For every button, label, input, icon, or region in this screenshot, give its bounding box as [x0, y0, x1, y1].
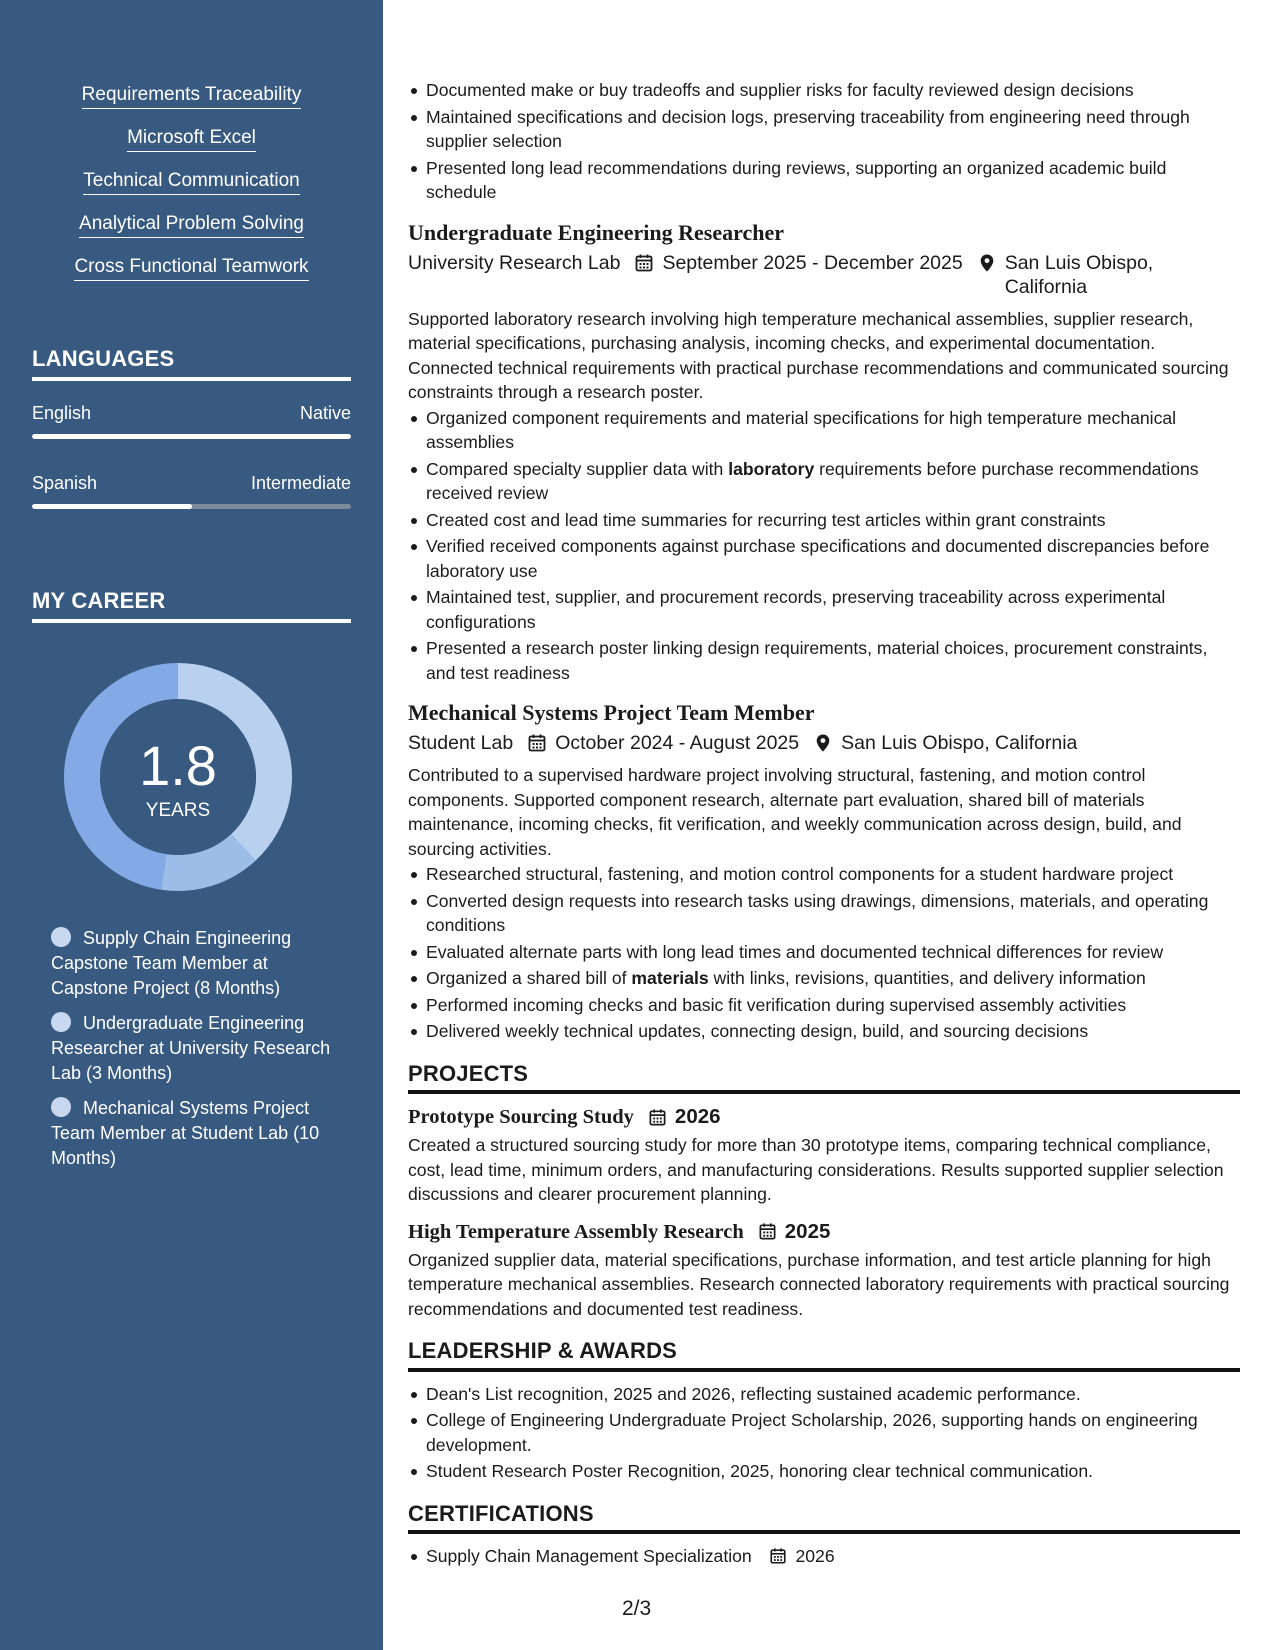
bullet-text: with links, revisions, quantities, and delivery information: [708, 968, 1146, 988]
skill-link[interactable]: Microsoft Excel: [127, 127, 256, 152]
career-item: [51, 1096, 341, 1171]
language-row: [32, 403, 351, 424]
job-summary: Supported laboratory research involving high temperature mechanical assemblies, supplier research, material specifications, purchasing analysis, incoming checks, and experimental documentation. Connected technical requirements with practical purchase recommendations and communicated sourcing constraints through a research poster.: [408, 308, 1229, 402]
calendar-icon: [758, 1222, 777, 1241]
languages-heading: LANGUAGES: [32, 346, 351, 381]
job-dates: October 2024 - August 2025: [555, 732, 800, 754]
language-row: [32, 473, 351, 494]
job-bullets: [408, 862, 1240, 1044]
career-dot-icon: [51, 1012, 71, 1032]
career-total-unit: YEARS: [145, 800, 211, 821]
project-description: Created a structured sourcing study for more than 30 prototype items, comparing technical compliance, cost, lead time, minimum orders, and manufacturing considerations. Results supported supplier selection discussions and clearer procurement planning.: [408, 1135, 1224, 1204]
bullet-text: Evaluated alternate parts with long lead times and documented technical differences for review: [426, 941, 1164, 962]
job-dates: September 2025 - December 2025: [662, 251, 963, 274]
award-item: Student Research Poster Recognition, 2025, honoring clear technical communication.: [408, 1459, 1240, 1484]
career-item: [51, 926, 341, 1001]
career-dot-icon: [51, 927, 71, 947]
calendar-icon: [527, 733, 547, 753]
bullet-text: Converted design requests into research tasks using drawings, dimensions, materials, and operating conditions: [426, 890, 1209, 935]
calendar-icon: [769, 1547, 787, 1565]
language-level: Native: [299, 403, 351, 423]
project-title: High Temperature Assembly Research: [408, 1220, 744, 1243]
bullet-text: Researched structural, fastening, and motion control components for a student hardware project: [426, 864, 1174, 884]
job-location: San Luis Obispo, California: [841, 732, 1078, 754]
bullet-item: [408, 1019, 1240, 1044]
bullet-text: Compared specialty supplier data with: [426, 458, 729, 479]
bullet-item: Documented make or buy tradeoffs and supplier risks for faculty reviewed design decisions: [408, 78, 1240, 103]
language-proficiency-bar: [32, 504, 351, 509]
bullet-text: Verified received components against purchase specifications and documented discrepancies before laboratory use: [426, 536, 1210, 581]
bullet-text: Organized component requirements and material specifications for high temperature mechanical assemblies: [426, 407, 1177, 452]
career-dot-icon: [51, 1097, 71, 1117]
sidebar: [0, 0, 383, 1650]
skill-link[interactable]: Cross Functional Teamwork: [74, 256, 308, 281]
bullet-item: [408, 889, 1240, 938]
career-list: [51, 926, 341, 1181]
award-item: College of Engineering Undergraduate Project Scholarship, 2026, supporting hands on engineering development.: [408, 1408, 1240, 1457]
bullet-item: [408, 862, 1240, 887]
previous-job-bullets: [408, 78, 1240, 205]
language-proficiency-bar: [32, 434, 351, 439]
award-item: Dean's List recognition, 2025 and 2026, reflecting sustained academic performance.: [408, 1382, 1240, 1407]
bullet-item: [408, 534, 1240, 583]
job-title: Undergraduate Engineering Researcher: [408, 219, 784, 245]
bullet-item: [408, 508, 1240, 533]
project-title-row: [408, 1104, 1240, 1130]
career-heading: MY CAREER: [32, 588, 351, 623]
bullet-item: [408, 940, 1240, 965]
skill-link[interactable]: Analytical Problem Solving: [79, 213, 304, 238]
bullet-text: requirements before purchase recommendations received review: [426, 458, 1199, 503]
location-pin-icon: [977, 253, 997, 273]
job-meta: [408, 731, 1240, 755]
project-entry: [408, 1219, 1240, 1322]
career-item: [51, 1011, 341, 1086]
bullet-item: [408, 585, 1240, 634]
project-year: 2025: [784, 1219, 831, 1243]
experience-entry: [408, 699, 1240, 1044]
bullet-text: Created cost and lead time summaries for recurring test articles within grant constraints: [426, 509, 1106, 530]
bullet-item: [408, 966, 1240, 991]
project-title: Prototype Sourcing Study: [408, 1106, 634, 1128]
bullet-item: [408, 993, 1240, 1018]
bullet-item: [408, 457, 1240, 506]
project-entry: [408, 1104, 1240, 1207]
bullet-item: Maintained specifications and decision logs, preserving traceability from engineering need through supplier selection: [408, 105, 1240, 154]
awards-list: [408, 1382, 1240, 1484]
certification-item: [408, 1544, 1240, 1569]
calendar-icon: [648, 1108, 667, 1127]
job-location: San Luis Obispo, California: [1004, 251, 1154, 298]
skills-list: [0, 84, 383, 299]
projects-heading: PROJECTS: [408, 1062, 1240, 1095]
main-content: [408, 78, 1240, 1571]
language-name: Spanish: [32, 473, 98, 493]
bullet-item: [408, 636, 1240, 685]
bullet-bold-text: materials: [631, 968, 709, 988]
project-description: Organized supplier data, material specifications, purchase information, and test article planning for high temperature mechanical assemblies. Research connected laboratory requirements with practical sourcing recommendations and documented test readiness.: [408, 1249, 1230, 1319]
bullet-item: [408, 406, 1240, 455]
career-total-value: 1.8: [139, 734, 217, 797]
skill-link[interactable]: Requirements Traceability: [82, 84, 302, 109]
job-organization: Student Lab: [408, 732, 514, 754]
job-bullets: [408, 406, 1240, 686]
job-organization: University Research Lab: [408, 251, 621, 274]
certifications-list: [408, 1544, 1240, 1569]
certifications-heading: CERTIFICATIONS: [408, 1502, 1240, 1535]
language-proficiency-fill: [32, 504, 192, 509]
page-number: 2/3: [622, 1597, 652, 1620]
project-year: 2026: [674, 1105, 721, 1128]
bullet-text: Presented a research poster linking design requirements, material choices, procurement constraints, and test readiness: [426, 638, 1208, 683]
bullet-text: Delivered weekly technical updates, connecting design, build, and sourcing decisions: [426, 1021, 1089, 1041]
certification-year: 2026: [795, 1546, 835, 1566]
project-title-row: [408, 1219, 1240, 1245]
job-title: Mechanical Systems Project Team Member: [408, 700, 815, 725]
job-summary: Contributed to a supervised hardware project involving structural, fastening, and motion control components. Supported component research, alternate part evaluation, shared bill of materials maintenance, incoming checks, fit verification, and weekly communication across design, build, and sourcing activities.: [408, 765, 1182, 859]
job-meta: [408, 251, 1240, 299]
awards-heading: LEADERSHIP & AWARDS: [408, 1339, 1240, 1372]
bullet-item: Presented long lead recommendations during reviews, supporting an organized academic build schedule: [408, 156, 1240, 205]
language-level: Intermediate: [250, 473, 351, 493]
language-name: English: [32, 403, 92, 423]
location-pin-icon: [813, 733, 833, 753]
career-item-text: Undergraduate Engineering Researcher at University Research Lab (3 Months): [51, 1013, 331, 1083]
bullet-text: Maintained test, supplier, and procurement records, preserving traceability across experimental configurations: [426, 587, 1166, 632]
certification-name: Supply Chain Management Specialization: [426, 1546, 752, 1566]
career-item-text: Mechanical Systems Project Team Member at Student Lab (10 Months): [51, 1098, 320, 1168]
calendar-icon: [634, 253, 654, 273]
language-proficiency-fill: [32, 434, 351, 439]
career-item-text: Supply Chain Engineering Capstone Team Member at Capstone Project (8 Months): [51, 928, 292, 998]
skill-link[interactable]: Technical Communication: [83, 170, 300, 195]
experience-entry: [408, 219, 1240, 686]
bullet-text: Organized a shared bill of: [426, 968, 632, 988]
bullet-bold-text: laboratory: [728, 458, 815, 479]
bullet-text: Performed incoming checks and basic fit verification during supervised assembly activities: [426, 994, 1127, 1015]
